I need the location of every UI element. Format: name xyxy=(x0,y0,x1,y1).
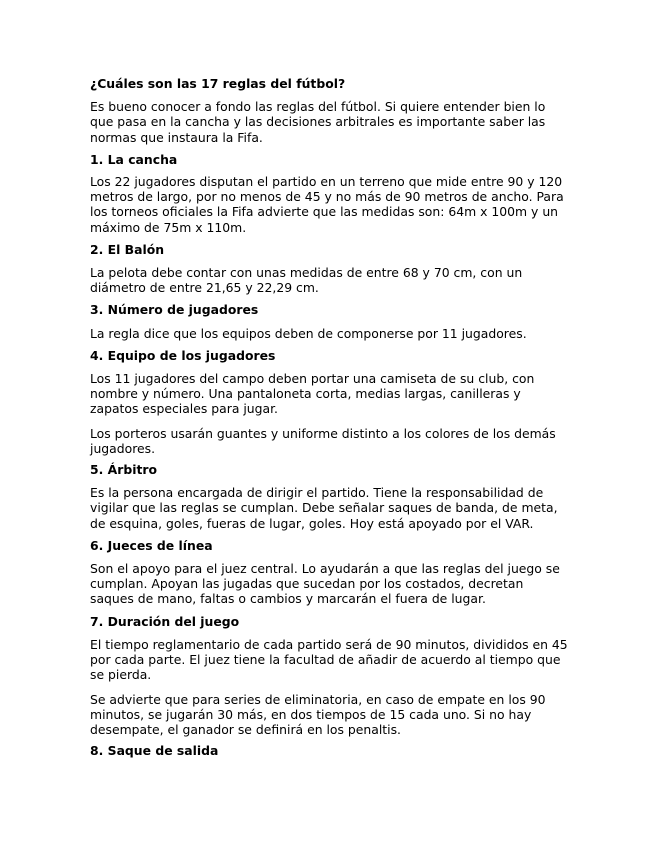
section-heading: 4. Equipo de los jugadores xyxy=(90,347,276,363)
section-paragraph: Es la persona encargada de dirigir el partido. Tiene la responsabilidad de vigilar que las reglas se cumplan. Debe señalar saques de banda, de meta, de esquina, goles, fueras de lugar, goles. Hoy está apoyado por el VAR. xyxy=(90,485,558,531)
section-paragraph: Se advierte que para series de eliminatoria, en caso de empate en los 90 minutos, se jugarán 30 más, en dos tiempos de 15 cada uno. Si no hay desempate, el ganador se definirá en los penaltis. xyxy=(90,691,546,737)
section-heading: 5. Árbitro xyxy=(90,462,158,478)
section-heading: 6. Jueces de línea xyxy=(90,537,213,553)
section-heading: 7. Duración del juego xyxy=(90,613,240,629)
section-paragraph: Los 11 jugadores del campo deben portar una camiseta de su club, con nombre y número. Una pantaloneta corta, medias largas, canilleras y zapatos especiales para jugar. xyxy=(90,371,535,417)
section-heading: 1. La cancha xyxy=(90,151,178,167)
section-paragraph: Son el apoyo para el juez central. Lo ayudarán a que las reglas del juego se cumplan. Apoyan las jugadas que sucedan por los costados, decretan saques de mano, faltas o cambios y marcarán el fuera de lugar. xyxy=(90,561,560,607)
section-paragraph: El tiempo reglamentario de cada partido será de 90 minutos, divididos en 45 por cada parte. El juez tiene la facultad de añadir de acuerdo al tiempo que se pierda. xyxy=(90,636,568,683)
section-heading: 3. Número de jugadores xyxy=(90,302,259,318)
section-paragraph: Los porteros usarán guantes y uniforme distinto a los colores de los demás jugadores. xyxy=(90,425,556,456)
section-heading: 2. El Balón xyxy=(90,241,165,257)
section-paragraph: Los 22 jugadores disputan el partido en un terreno que mide entre 90 y 120 metros de largo, por no menos de 45 y no más de 90 metros de ancho. Para los torneos oficiales la Fifa advierte que las medidas son: 64m x 100m y un máximo de 75m x 110m. xyxy=(90,174,564,235)
intro-paragraph: Es bueno conocer a fondo las reglas del fútbol. Si quiere entender bien lo que pasa en la cancha y las decisiones arbitrales es importante saber las normas que instaura la Fifa. xyxy=(90,99,546,145)
document-title: ¿Cuáles son las 17 reglas del fútbol? xyxy=(90,76,346,91)
section-paragraph: La regla dice que los equipos deben de componerse por 11 jugadores. xyxy=(90,325,527,341)
document-body xyxy=(90,76,570,758)
section-paragraph: La pelota debe contar con unas medidas de entre 68 y 70 cm, con un diámetro de entre 21,65 y 22,29 cm. xyxy=(90,265,523,296)
section-heading: 8. Saque de salida xyxy=(90,743,219,759)
